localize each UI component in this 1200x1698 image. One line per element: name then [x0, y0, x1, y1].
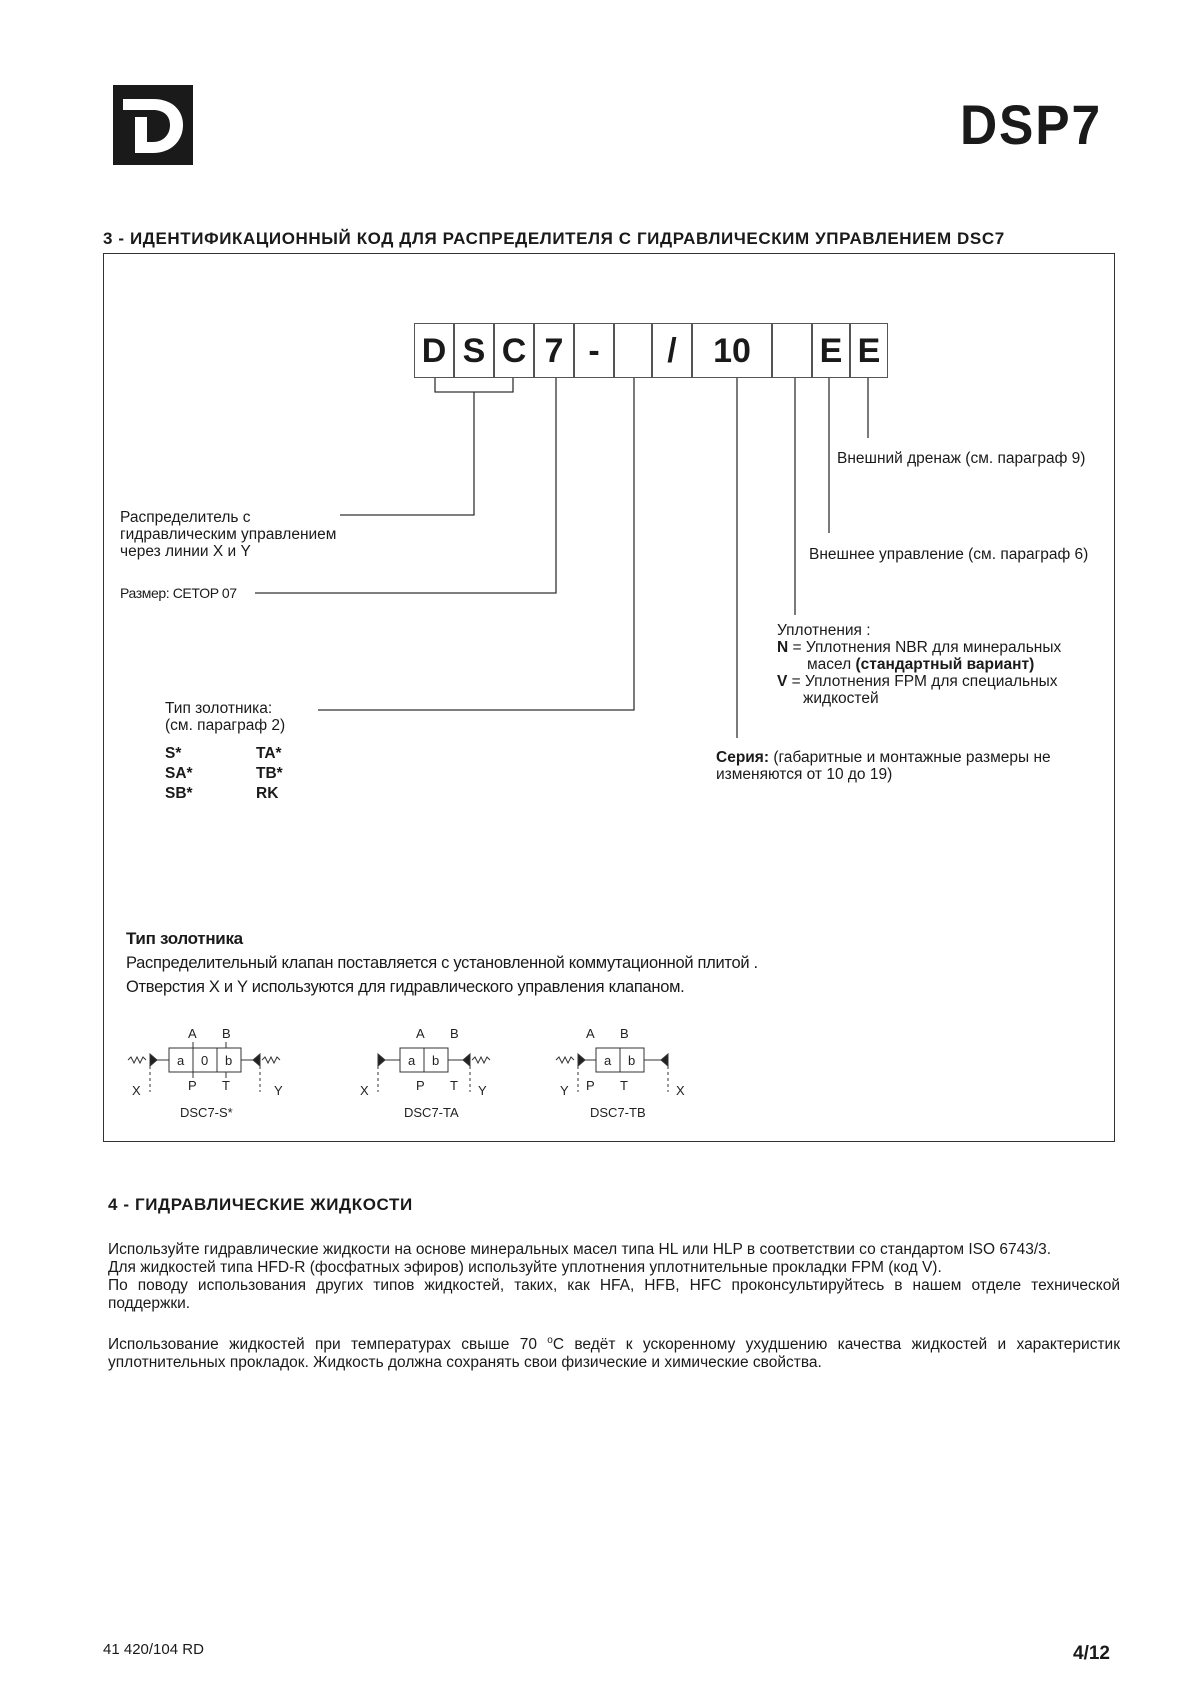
svg-text:T: T	[620, 1078, 628, 1093]
document-code: DSP7	[960, 93, 1102, 156]
svg-text:P: P	[416, 1078, 425, 1093]
label-external-pilot: Внешнее управление (см. параграф 6)	[809, 546, 1089, 563]
section4-paragraph-2: Использование жидкостей при температурах свыше 70 $^o$C ведёт к ускоренному ухудшению качества жидкостей и характеристик уплотнительных прокладок. Жидкость должна сохранять свои физические и химические свойства.	[108, 1335, 1120, 1372]
label-seals: Уплотнения : N = Уплотнения NBR для минеральных масел (стандартный вариант) V = Уплотнения FPM для специальных жидкостей	[777, 622, 1062, 707]
spool-symbols	[120, 1020, 720, 1125]
spool-codes-col2: TA* TB* RK	[256, 745, 283, 802]
label-series: Серия: (габаритные и монтажные размеры не изменяются от 10 до 19)	[716, 749, 1051, 783]
symbol-dsc7-tb	[556, 1026, 685, 1120]
svg-text:a: a	[604, 1053, 612, 1068]
code-box-5: -	[574, 323, 614, 378]
footer-document-ref: 41 420/104 RD	[103, 1641, 204, 1658]
svg-text:B: B	[450, 1026, 459, 1041]
svg-text:Y: Y	[478, 1083, 487, 1098]
label-size: Размер: CETOP 07	[120, 585, 237, 601]
svg-text:P: P	[188, 1078, 197, 1093]
code-box-2: S	[454, 323, 494, 378]
code-box-4: 7	[534, 323, 574, 378]
code-box-7: /	[652, 323, 692, 378]
symbol-dsc7-ta	[360, 1026, 490, 1120]
code-box-3: C	[494, 323, 534, 378]
section4-paragraph-1: Используйте гидравлические жидкости на основе минеральных масел типа HL или HLP в соответствии со стандартом ISO 6743/3. Для жидкостей типа HFD-R (фосфатных эфиров) используйте уплотнения уплотнительные прокладки FPM (код V). По поводу использования других типов жидкостей, таких, как HFA, HFB, HFC проконсультируйтесь в нашем отделе технической поддержки.	[108, 1241, 1120, 1312]
svg-text:a: a	[177, 1053, 185, 1068]
svg-text:Y: Y	[560, 1083, 569, 1098]
svg-text:X: X	[360, 1083, 369, 1098]
section3-heading: 3 - ИДЕНТИФИКАЦИОННЫЙ КОД ДЛЯ РАСПРЕДЕЛИТЕЛЯ С ГИДРАВЛИЧЕСКИМ УПРАВЛЕНИЕМ DSC7	[103, 229, 1005, 248]
code-box-8: 10	[692, 323, 772, 378]
page-number: 4/12	[1073, 1643, 1110, 1664]
svg-text:T: T	[450, 1078, 458, 1093]
spool-note-title: Тип золотника	[126, 929, 243, 948]
svg-text:b: b	[432, 1053, 440, 1068]
spool-note-line2: Отверстия X и Y используются для гидравлического управления клапаном.	[126, 978, 685, 996]
svg-text:b: b	[628, 1053, 636, 1068]
svg-text:A: A	[188, 1026, 197, 1041]
svg-text:B: B	[620, 1026, 629, 1041]
spool-note-line1: Распределительный клапан поставляется с установленной коммутационной плитой .	[126, 954, 758, 972]
svg-text:DSC7-TA: DSC7-TA	[404, 1105, 459, 1120]
code-box-10: E	[812, 323, 850, 378]
label-external-drain: Внешний дренаж (см. параграф 9)	[837, 450, 1086, 467]
svg-text:DSC7-S*: DSC7-S*	[180, 1105, 233, 1120]
svg-text:DSC7-TB: DSC7-TB	[590, 1105, 646, 1120]
section4-heading: 4 - ГИДРАВЛИЧЕСКИЕ ЖИДКОСТИ	[108, 1195, 413, 1214]
svg-text:B: B	[222, 1026, 231, 1041]
svg-text:Y: Y	[274, 1083, 283, 1098]
code-box-11: E	[850, 323, 888, 378]
svg-text:A: A	[416, 1026, 425, 1041]
label-valve: Распределитель с гидравлическим управлением через линии X и Y	[120, 509, 337, 560]
label-spool-type: Тип золотника: (см. параграф 2)	[165, 700, 286, 734]
symbol-dsc7-s	[128, 1026, 283, 1120]
svg-text:b: b	[225, 1053, 233, 1068]
svg-text:P: P	[586, 1078, 595, 1093]
svg-text:X: X	[132, 1083, 141, 1098]
svg-text:T: T	[222, 1078, 230, 1093]
spool-codes-col1: S* SA* SB*	[165, 745, 193, 802]
svg-text:0: 0	[201, 1053, 209, 1068]
svg-text:a: a	[408, 1053, 416, 1068]
code-box-1: D	[414, 323, 454, 378]
svg-text:A: A	[586, 1026, 595, 1041]
svg-text:X: X	[676, 1083, 685, 1098]
